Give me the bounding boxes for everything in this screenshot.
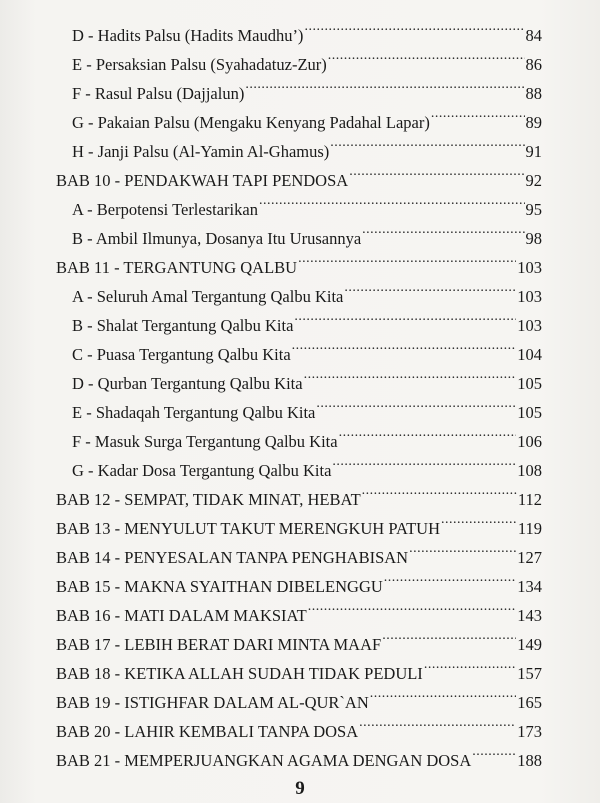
toc-chapter-row xyxy=(0,476,600,509)
toc-page-number: 112 xyxy=(517,490,542,509)
toc-entry-title: E - Persaksian Palsu (Syahadatuz-Zur) xyxy=(72,55,327,74)
toc-entry-title: E - Shadaqah Tergantung Qalbu Kita xyxy=(72,403,316,422)
toc-subsection-row xyxy=(0,418,600,451)
toc-entry-title: BAB 11 - TERGANTUNG QALBU xyxy=(56,258,298,277)
toc-entry-title: G - Kadar Dosa Tergantung Qalbu Kita xyxy=(72,461,332,480)
dot-leader xyxy=(359,708,516,737)
dot-leader xyxy=(344,273,516,302)
toc-entry-title: D - Hadits Palsu (Hadits Maudhu’) xyxy=(72,26,304,45)
toc-entry-title: F - Rasul Palsu (Dajjalun) xyxy=(72,84,245,103)
toc-page-number: 89 xyxy=(525,113,542,132)
toc-entry-title: BAB 18 - KETIKA ALLAH SUDAH TIDAK PEDULI xyxy=(56,664,423,683)
dot-leader xyxy=(330,128,524,157)
dot-leader xyxy=(298,244,516,273)
toc-page-number: 149 xyxy=(517,635,542,654)
toc-entry-title: B - Shalat Tergantung Qalbu Kita xyxy=(72,316,294,335)
toc-entry-title: BAB 12 - SEMPAT, TIDAK MINAT, HEBAT xyxy=(56,490,361,509)
dot-leader xyxy=(339,418,517,447)
toc-subsection-row xyxy=(0,360,600,393)
toc-entry-title: A - Berpotensi Terlestarikan xyxy=(72,200,258,219)
toc-entry-title: BAB 19 - ISTIGHFAR DALAM AL-QUR`AN xyxy=(56,693,369,712)
dot-leader xyxy=(328,41,525,70)
toc-chapter-row xyxy=(0,592,600,625)
toc-subsection-row xyxy=(0,99,600,132)
dot-leader xyxy=(362,215,524,244)
toc-chapter-row xyxy=(0,244,600,277)
toc-page-number: 173 xyxy=(517,722,542,741)
toc-entry-title: G - Pakaian Palsu (Mengaku Kenyang Padahal Lapar) xyxy=(72,113,430,132)
dot-leader xyxy=(316,389,516,418)
toc-page-number: 127 xyxy=(517,548,542,567)
toc-chapter-row xyxy=(0,505,600,538)
toc-page-number: 188 xyxy=(517,751,542,770)
toc-subsection-row xyxy=(0,215,600,248)
dot-leader xyxy=(384,563,516,592)
dot-leader xyxy=(292,331,517,360)
toc-page-number: 88 xyxy=(525,84,542,103)
toc-entry-title: BAB 16 - MATI DALAM MAKSIAT xyxy=(56,606,307,625)
toc-entry-title: BAB 13 - MENYULUT TAKUT MERENGKUH PATUH xyxy=(56,519,441,538)
toc-entry-title: H - Janji Palsu (Al-Yamin Al-Ghamus) xyxy=(72,142,330,161)
toc-entry-title: B - Ambil Ilmunya, Dosanya Itu Urusannya xyxy=(72,229,362,248)
toc-page-number: 84 xyxy=(525,26,542,45)
toc-chapter-row xyxy=(0,534,600,567)
table-of-contents xyxy=(0,12,600,770)
toc-page-number: 103 xyxy=(517,287,542,306)
toc-chapter-row xyxy=(0,737,600,770)
dot-leader xyxy=(332,447,516,476)
dot-leader xyxy=(304,12,524,41)
toc-entry-title: BAB 15 - MAKNA SYAITHAN DIBELENGGU xyxy=(56,577,383,596)
toc-chapter-row xyxy=(0,650,600,683)
dot-leader xyxy=(304,360,517,389)
toc-page-number: 104 xyxy=(517,345,542,364)
toc-entry-title: D - Qurban Tergantung Qalbu Kita xyxy=(72,374,303,393)
dot-leader xyxy=(308,592,517,621)
toc-page-number: 106 xyxy=(517,432,542,451)
dot-leader xyxy=(259,186,525,215)
toc-chapter-row xyxy=(0,157,600,190)
toc-page-number: 105 xyxy=(517,374,542,393)
toc-page-number: 98 xyxy=(525,229,542,248)
toc-entry-title: C - Puasa Tergantung Qalbu Kita xyxy=(72,345,291,364)
toc-entry-title: BAB 20 - LAHIR KEMBALI TANPA DOSA xyxy=(56,722,359,741)
toc-page-number: 105 xyxy=(517,403,542,422)
toc-page-number: 91 xyxy=(525,142,542,161)
toc-chapter-row xyxy=(0,708,600,741)
toc-subsection-row xyxy=(0,128,600,161)
toc-page-number: 143 xyxy=(517,606,542,625)
toc-subsection-row xyxy=(0,389,600,422)
toc-page-number: 86 xyxy=(525,55,542,74)
toc-subsection-row xyxy=(0,41,600,74)
toc-entry-title: BAB 17 - LEBIH BERAT DARI MINTA MAAF xyxy=(56,635,382,654)
toc-page-number: 95 xyxy=(525,200,542,219)
toc-subsection-row xyxy=(0,70,600,103)
toc-page-number: 157 xyxy=(517,664,542,683)
toc-subsection-row xyxy=(0,273,600,306)
toc-entry-title: BAB 10 - PENDAKWAH TAPI PENDOSA xyxy=(56,171,349,190)
toc-entry-title: F - Masuk Surga Tergantung Qalbu Kita xyxy=(72,432,338,451)
toc-page-number: 92 xyxy=(525,171,542,190)
toc-page-number: 134 xyxy=(517,577,542,596)
toc-entry-title: A - Seluruh Amal Tergantung Qalbu Kita xyxy=(72,287,344,306)
toc-subsection-row xyxy=(0,331,600,364)
page-number: 9 xyxy=(295,778,305,799)
dot-leader xyxy=(245,70,524,99)
dot-leader xyxy=(424,650,516,679)
toc-page-number: 119 xyxy=(517,519,542,538)
toc-chapter-row xyxy=(0,563,600,596)
toc-page-number: 165 xyxy=(517,693,542,712)
toc-entry-title: BAB 14 - PENYESALAN TANPA PENGHABISAN xyxy=(56,548,409,567)
dot-leader xyxy=(382,621,516,650)
toc-subsection-row xyxy=(0,302,600,335)
dot-leader xyxy=(370,679,517,708)
toc-page-number: 103 xyxy=(517,316,542,335)
dot-leader xyxy=(472,737,516,766)
toc-subsection-row xyxy=(0,12,600,45)
toc-page-number: 103 xyxy=(517,258,542,277)
toc-entry-title: BAB 21 - MEMPERJUANGKAN AGAMA DENGAN DOSA xyxy=(56,751,472,770)
toc-chapter-row xyxy=(0,679,600,712)
toc-page-number: 108 xyxy=(517,461,542,480)
toc-subsection-row xyxy=(0,186,600,219)
dot-leader xyxy=(409,534,516,563)
dot-leader xyxy=(362,476,517,505)
toc-chapter-row xyxy=(0,621,600,654)
dot-leader xyxy=(294,302,516,331)
toc-subsection-row xyxy=(0,447,600,480)
dot-leader xyxy=(431,99,525,128)
dot-leader xyxy=(441,505,517,534)
dot-leader xyxy=(349,157,524,186)
